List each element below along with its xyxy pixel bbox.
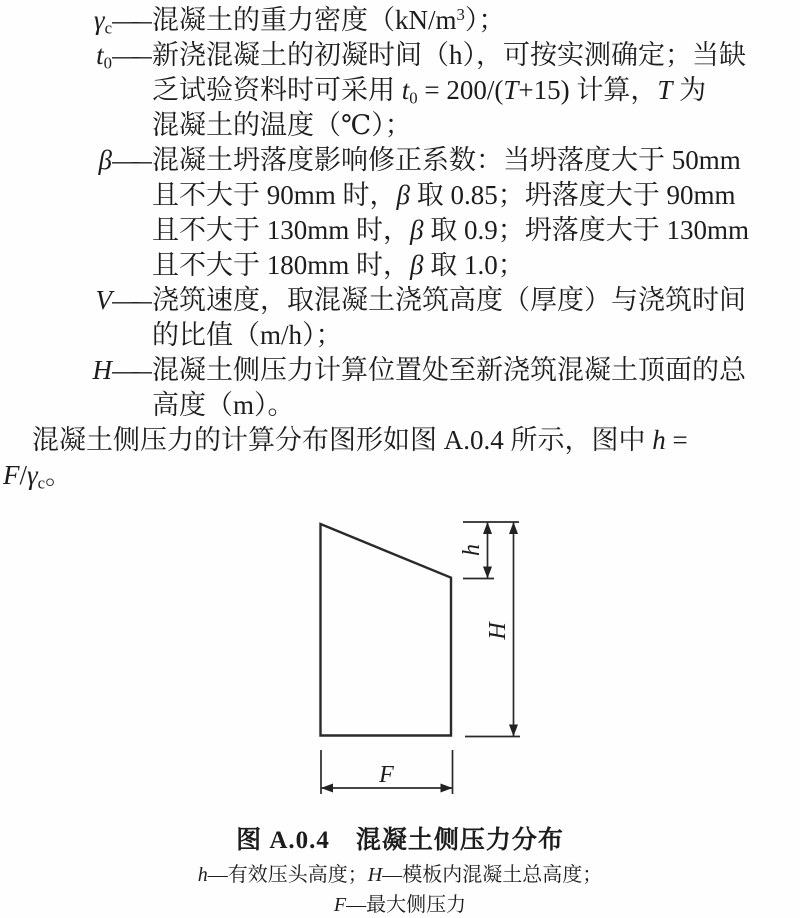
pressure-profile-shape [321,524,452,736]
pressure-distribution-figure [0,504,800,809]
text-segment: F [333,894,347,916]
symbol-gamma-c [0,3,112,38]
text-segment: 新浇混凝土的初凝时间（h），可按实测确定；当缺 [152,40,746,70]
text-segment: —最大侧压力 [346,894,467,916]
text-segment: 取 0.9；坍落度大于 130mm [423,215,749,245]
definition-dash: —— [112,355,152,385]
text-segment: —有效压头高度； [207,864,368,886]
definition-line [152,178,800,213]
text-segment: 混凝土的重力密度（kN/m [152,5,457,35]
paragraph-line [3,458,800,493]
text-segment: 且不大于 90mm 时， [152,180,397,210]
arrowhead-right-icon [441,784,453,793]
text-segment: H [367,864,383,886]
text-segment: 乏试验资料时可采用 [152,75,402,105]
text-segment: T [657,75,673,105]
text-segment: V [95,285,112,315]
figure-caption-legend-2 [0,891,800,918]
text-segment: c [37,473,46,493]
text-segment: β [396,180,410,210]
figure-captions [0,823,800,918]
text-segment: T [503,75,519,105]
definition-line [152,213,800,248]
text-segment: 0 [103,53,112,73]
definition-line [152,143,800,178]
definition-dash: —— [112,5,152,35]
figure-caption-legend-1 [0,859,800,891]
definition-dash: —— [112,40,152,70]
text-segment: 0 [409,88,418,108]
definition-line [152,283,800,318]
text-segment: γ [27,460,38,490]
text-segment: 的比值（m/h）； [152,320,343,350]
H-dimension-label: H [485,622,511,640]
F-dimension-label: F [379,762,394,788]
text-segment: h [652,425,666,455]
text-segment: 且不大于 180mm 时， [152,250,411,280]
arrowhead-up-icon [509,522,518,534]
definition-line [152,248,800,283]
text-segment: = 200/( [417,75,504,105]
text-segment: ）； [464,5,506,35]
text-segment: γ [93,5,105,35]
definition-beta [0,143,800,283]
text-segment: F [3,460,20,490]
arrowhead-down-icon [483,567,492,579]
text-segment: 。 [45,460,73,490]
definition-line [152,108,800,143]
text-segment: 且不大于 130mm 时， [152,215,411,245]
text-segment: 取 1.0； [423,250,525,280]
definition-line [152,388,800,423]
text-segment: 混凝土的温度（℃）； [152,110,412,140]
text-segment: t [96,40,104,70]
text-segment: h [197,864,208,886]
text-segment: t [401,75,410,105]
symbol-v [0,283,112,318]
figure-a04-container [0,504,800,809]
definition-line [152,318,800,353]
symbol-t0 [0,38,112,73]
definition-v [0,283,800,353]
definition-gamma-c [0,3,800,38]
text-segment: 为 [672,75,707,105]
text-segment: +15) 计算， [518,75,658,105]
text-segment: c [104,18,112,38]
body-paragraph [0,423,800,493]
text-segment: 浇筑速度，取混凝土浇筑高度（厚度）与浇筑时间 [152,285,746,315]
text-segment: H [92,355,112,385]
arrowhead-left-icon [321,784,333,793]
text-segment: / [19,460,28,490]
definition-text-beta [152,143,800,283]
definition-h-total [0,353,800,423]
symbol-h-total [0,353,112,388]
text-segment: —模板内混凝土总高度； [382,864,603,886]
text-segment: β [410,215,424,245]
definition-line [152,73,800,108]
symbol-beta [0,143,112,178]
figure-caption-title: 图 A.0.4 混凝土侧压力分布 [236,827,564,854]
text-segment: 混凝土侧压力计算位置处至新浇筑混凝土顶面的总 [152,355,746,385]
text-segment: 混凝土侧压力的计算分布图形如图 A.0.4 所示，图中 [32,425,653,455]
definition-line [152,38,800,73]
text-segment: 取 0.85；坍落度大于 90mm [409,180,736,210]
symbol-definitions [0,3,800,423]
definition-dash: —— [112,285,152,315]
definition-line [152,3,800,38]
h-dimension-label: h [459,544,485,556]
definition-t0 [0,38,800,143]
text-segment: 3 [456,4,465,24]
definition-text-gamma-c [152,3,800,38]
arrowhead-down-icon [509,725,518,737]
text-segment: 混凝土坍落度影响修正系数：当坍落度大于 50mm [152,145,741,175]
definition-line [152,353,800,388]
definition-text-h-total [152,353,800,423]
definition-dash: —— [112,145,152,175]
text-segment: = [665,425,688,455]
text-segment: β [98,145,112,175]
arrowhead-up-icon [483,522,492,534]
paragraph-line [3,423,800,458]
text-segment: 高度（m）。 [152,390,295,420]
text-segment: β [410,250,424,280]
definition-text-v [152,283,800,353]
definition-text-t0 [152,38,800,143]
